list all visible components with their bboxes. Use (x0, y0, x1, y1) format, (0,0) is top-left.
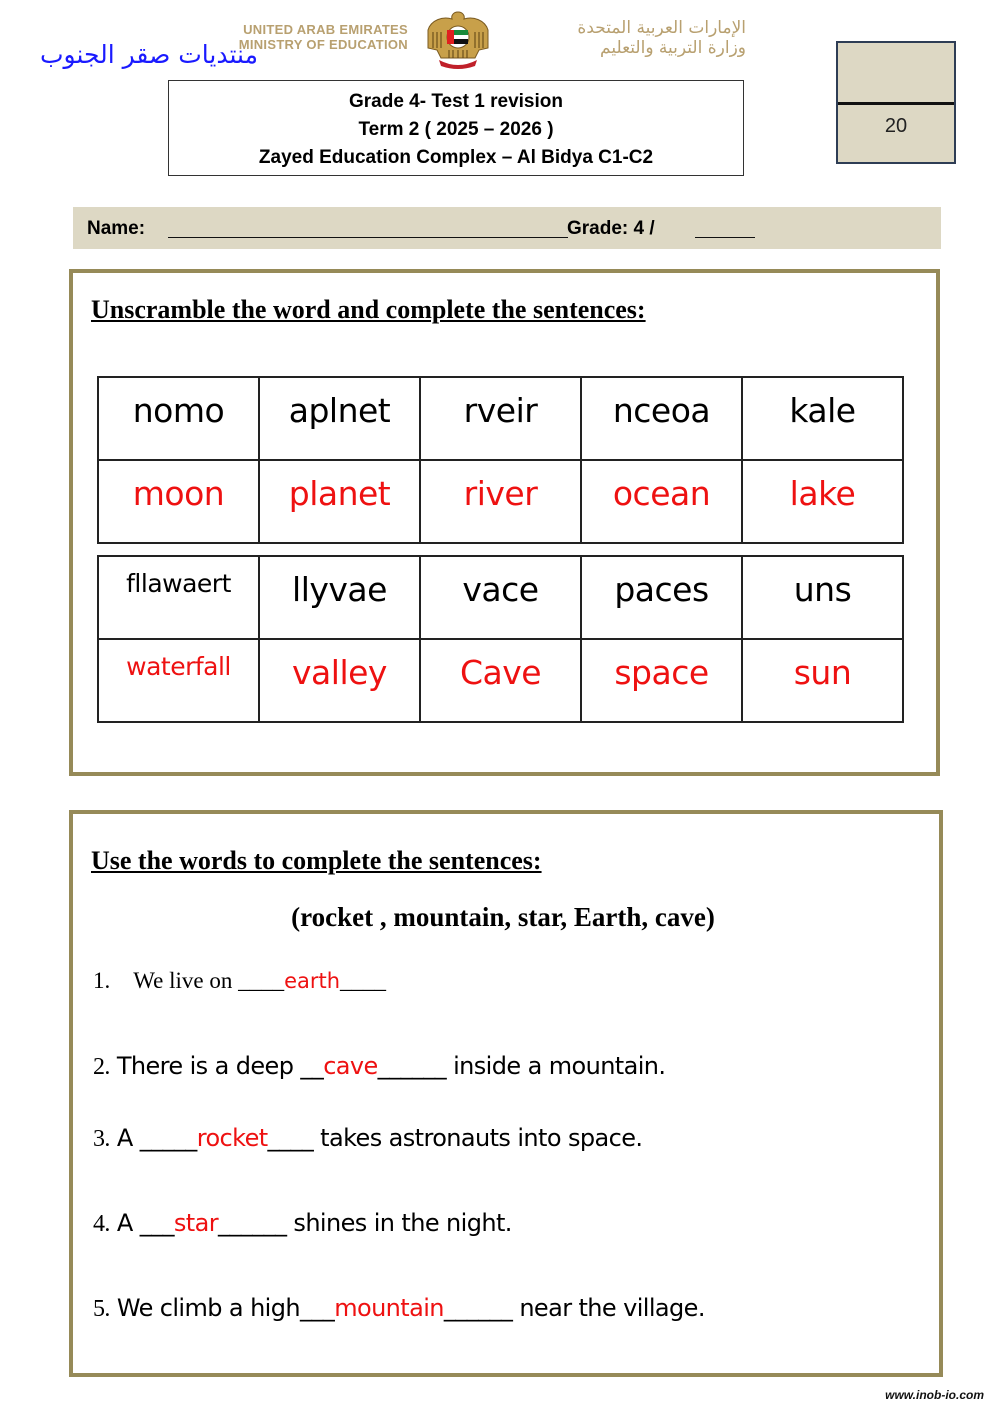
score-total: 20 (884, 115, 908, 137)
scrambled-word: nceoa (581, 377, 742, 460)
unscramble-table-2 (97, 555, 904, 723)
answer-word[interactable]: space (581, 639, 742, 722)
scrambled-word: fllawaert (98, 556, 259, 639)
sentence-2: 2. There is a deep __cave______ inside a mountain. (93, 1052, 666, 1080)
grade-label: Grade: 4 / (567, 218, 655, 239)
scrambled-word: llyvae (259, 556, 420, 639)
footer-site-link[interactable]: www.inob-io.com (885, 1388, 984, 1402)
answer-blank[interactable]: star (173, 1209, 218, 1237)
ministry-line-1: UNITED ARAB EMIRATES (243, 22, 408, 37)
ministry-name-english (196, 22, 408, 52)
answer-word[interactable]: ocean (581, 460, 742, 543)
answer-row (98, 460, 903, 543)
ministry-ar-line-2: وزارة التربية والتعليم (600, 38, 746, 58)
ministry-line-2: MINISTRY OF EDUCATION (238, 37, 408, 52)
test-title-box (168, 80, 744, 176)
uae-falcon-emblem-icon (425, 10, 491, 72)
answer-blank[interactable]: mountain (334, 1294, 444, 1322)
school-name: Zayed Education Complex – Al Bidya C1-C2 (258, 147, 654, 168)
scrambled-word: uns (742, 556, 903, 639)
sentence-4: 4. A ___star______ shines in the night. (93, 1209, 512, 1237)
unscramble-table-1 (97, 376, 904, 544)
scrambled-word: vace (420, 556, 581, 639)
scrambled-word: nomo (98, 377, 259, 460)
answer-row (98, 639, 903, 722)
answer-word[interactable]: Cave (420, 639, 581, 722)
ministry-name-arabic (520, 18, 746, 58)
sentence-1: 1. We live on ____earth____ (93, 968, 387, 993)
scrambled-row (98, 556, 903, 639)
answer-blank[interactable]: cave (323, 1052, 378, 1080)
unscramble-heading: Unscramble the word and complete the sentences: (91, 295, 646, 324)
scrambled-word: kale (742, 377, 903, 460)
test-title: Grade 4- Test 1 revision (348, 91, 563, 112)
word-bank: (rocket , mountain, star, Earth, cave) (291, 902, 715, 932)
answer-word[interactable]: sun (742, 639, 903, 722)
unscramble-section (69, 269, 940, 776)
score-divider (838, 102, 954, 105)
term-label: Term 2 ( 2025 – 2026 ) (358, 119, 554, 140)
score-box (836, 41, 956, 164)
answer-word[interactable]: moon (98, 460, 259, 543)
answer-word[interactable]: valley (259, 639, 420, 722)
answer-word[interactable]: waterfall (98, 639, 259, 722)
answer-word[interactable]: river (420, 460, 581, 543)
name-field[interactable] (168, 237, 568, 238)
student-info-bar (73, 207, 941, 249)
forum-watermark: منتديات صقر الجنوب (40, 40, 258, 69)
complete-sentences-heading: Use the words to complete the sentences: (91, 846, 542, 875)
answer-word[interactable]: planet (259, 460, 420, 543)
scrambled-word: paces (581, 556, 742, 639)
answer-blank[interactable]: rocket (196, 1124, 268, 1152)
answer-word[interactable]: lake (742, 460, 903, 543)
sentence-3: 3. A _____rocket____ takes astronauts into space. (93, 1124, 643, 1152)
scrambled-row (98, 377, 903, 460)
grade-field[interactable] (695, 237, 755, 238)
ministry-ar-line-1: الإمارات العربية المتحدة (577, 18, 746, 38)
scrambled-word: rveir (420, 377, 581, 460)
answer-blank[interactable]: earth (284, 969, 341, 993)
sentence-5: 5. We climb a high___mountain______ near the village. (93, 1294, 705, 1322)
name-label: Name: (87, 218, 146, 239)
complete-sentences-section (69, 810, 943, 1377)
scrambled-word: aplnet (259, 377, 420, 460)
